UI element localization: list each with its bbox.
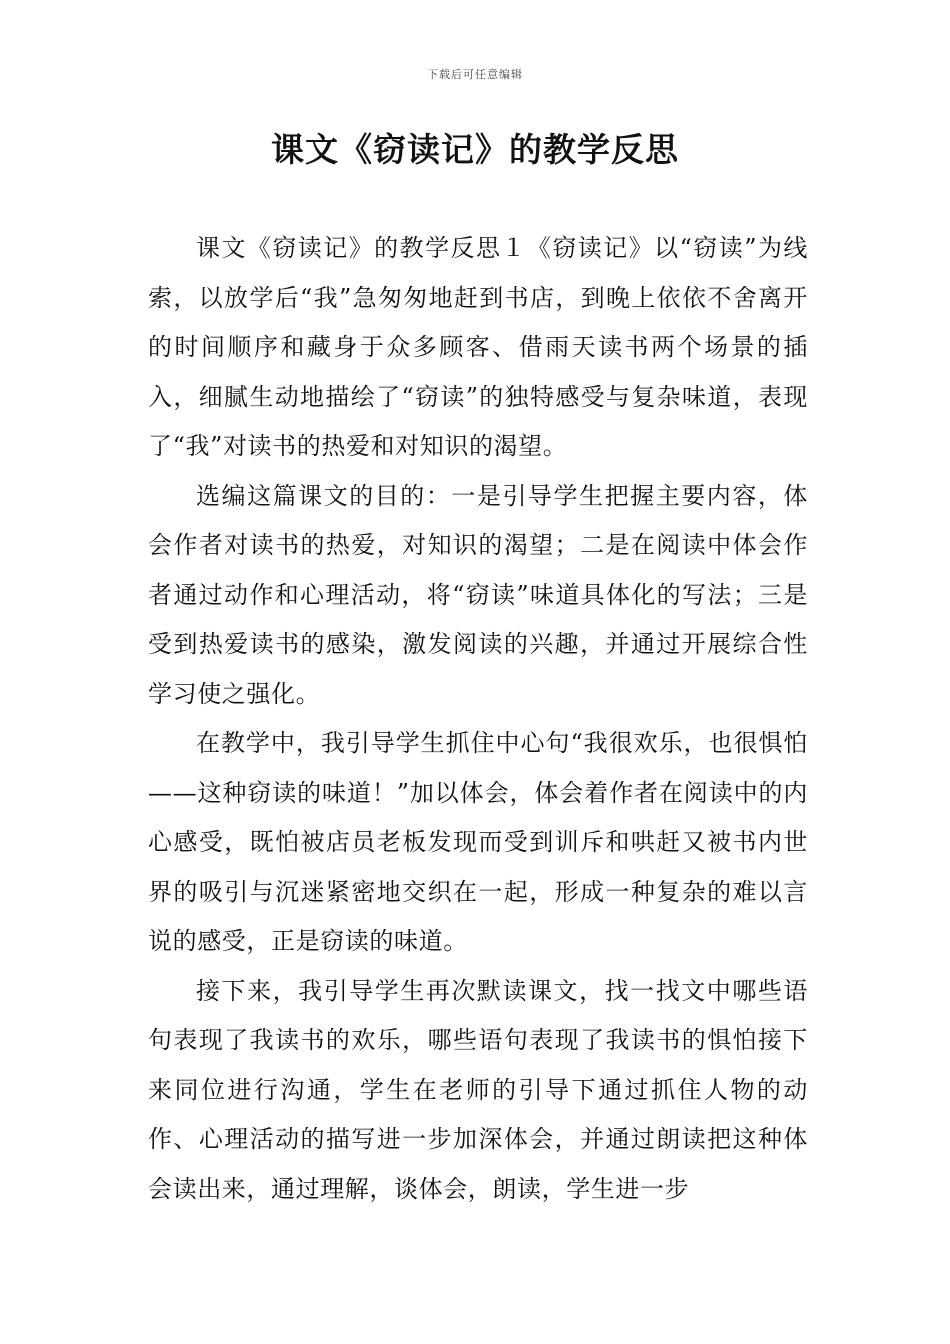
- paragraph-4: 接下来，我引导学生再次默读课文，找一找文中哪些语句表现了我读书的欢乐，哪些语句表现了我读书的惧怕接下来同位进行沟通，学生在老师的引导下通过抓住人物的动作、心理活动的描写进一步加深体会，并通过朗读把这种体会读出来，通过理解，谈体会，朗读，学生进一步: [148, 976, 808, 1203]
- paragraph-1: 课文《窃读记》的教学反思１《窃读记》以“窃读”为线索，以放学后“我”急匆匆地赶到书店，到晚上依依不舍离开的时间顺序和藏身于众多顾客、借雨天读书两个场景的插入，细腻生动地描绘了“窃读”的独特感受与复杂味道，表现了“我”对读书的热爱和对知识的渴望。: [148, 234, 808, 460]
- header-note: 下载后可任意编辑: [427, 68, 523, 81]
- document-body: [148, 224, 808, 1214]
- paragraph-2: 选编这篇课文的目的：一是引导学生把握主要内容，体会作者对读书的热爱，对知识的渴望；二是在阅读中体会作者通过动作和心理活动，将“窃读”味道具体化的写法；三是受到热爱读书的感染，激发阅读的兴趣，并通过开展综合性学习使之强化。: [148, 481, 808, 708]
- paragraph-3: 在教学中，我引导学生抓住中心句“我很欢乐，也很惧怕——这种窃读的味道！”加以体会，体会着作者在阅读中的内心感受，既怕被店员老板发现而受到训斥和哄赶又被书内世界的吸引与沉迷紧密地交织在一起，形成一种复杂的难以言说的感受，正是窃读的味道。: [148, 729, 808, 955]
- document-title: 课文《窃读记》的教学反思: [271, 130, 679, 169]
